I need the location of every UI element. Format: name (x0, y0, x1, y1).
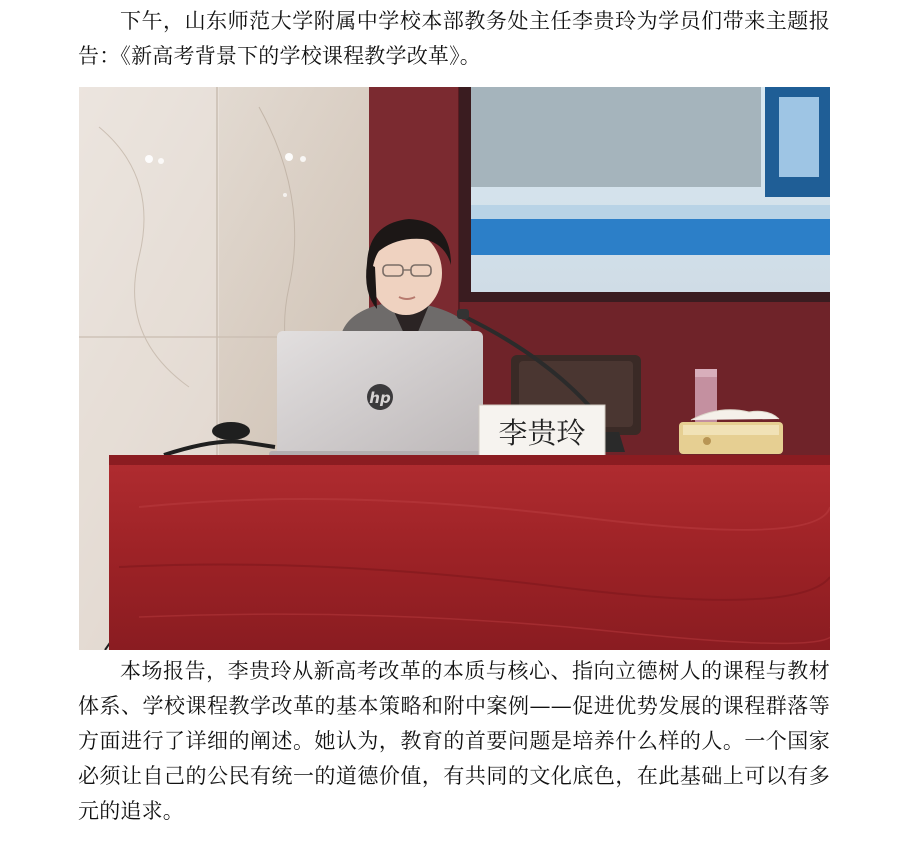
laptop (269, 331, 489, 459)
lecture-photo (79, 87, 830, 650)
nameplate (479, 405, 605, 457)
nameplate-text: 李贵玲 (498, 416, 586, 450)
computer-mouse (212, 422, 250, 440)
svg-text:hp: hp (369, 389, 391, 407)
article-paragraph-1: 下午，山东师范大学附属中学校本部教务处主任李贵玲为学员们带来主题报告：《新高考背景下的学校课程教学改革》。 (78, 9, 830, 68)
red-table (109, 459, 830, 650)
article-paragraph-2: 本场报告，李贵玲从新高考改革的本质与核心、指向立德树人的课程与教材体系、学校课程教学改革的基本策略和附中案例——促进优势发展的课程群落等方面进行了详细的阐述。她认为，教育的首要问题是培养什么样的人。一个国家必须让自己的公民有统一的道德价值，有共同的文化底色，在此基础上可以有多元的追求。 (78, 659, 830, 823)
